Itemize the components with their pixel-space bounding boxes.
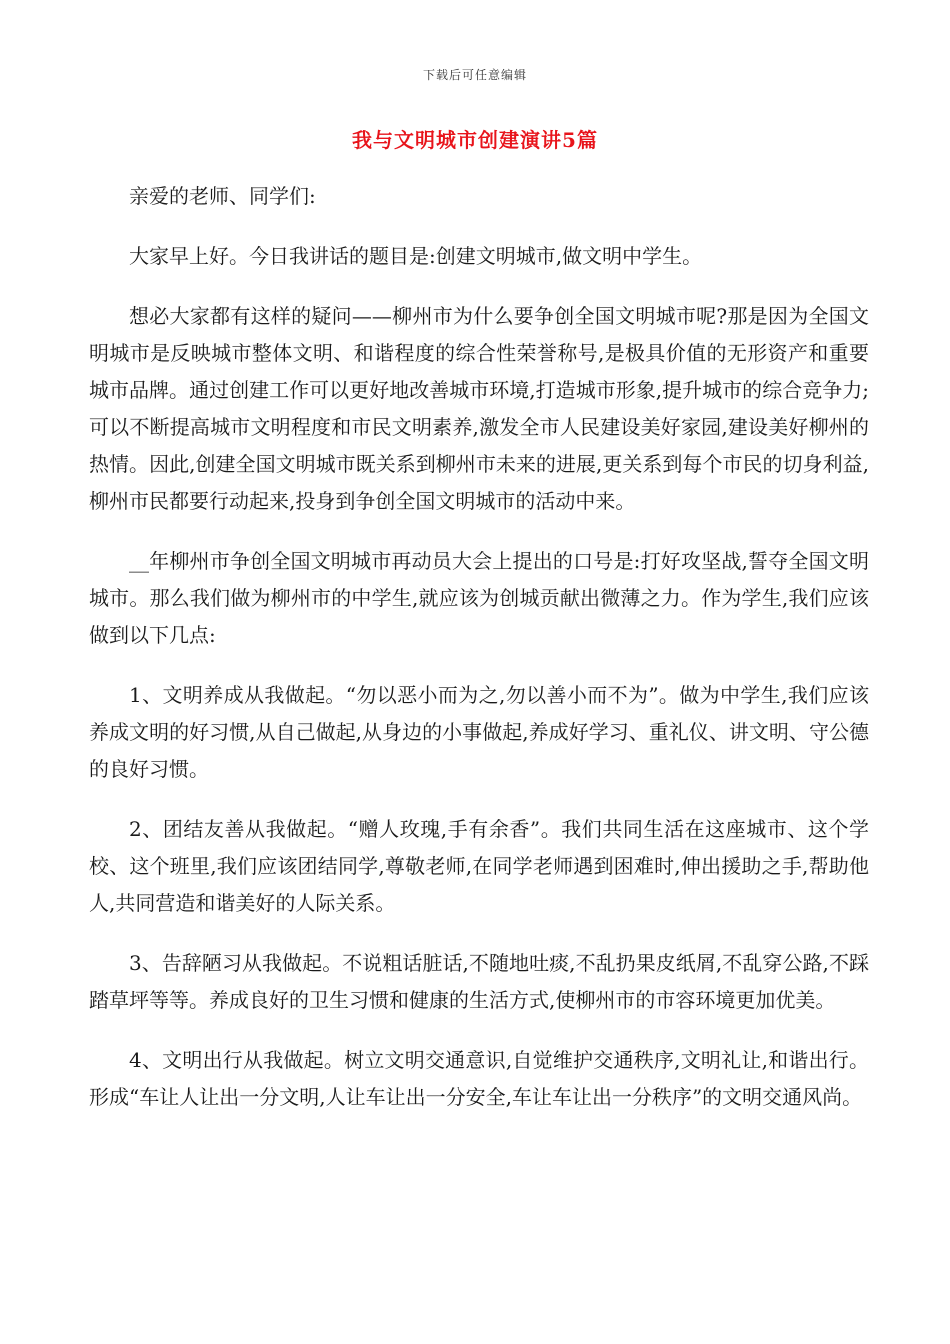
document-body [89,178,869,1139]
header-note: 下载后可任意编辑 [422,68,527,82]
paragraph-greeting: 大家早上好。今日我讲话的题目是:创建文明城市,做文明中学生。 [129,244,703,268]
paragraph-point-4: 4、文明出行从我做起。树立文明交通意识,自觉维护交通秩序,文明礼让,和谐出行。形成“车让人让出一分文明,人让车让出一分安全,车让车让出一分秩序”的文明交通风尚。 [89,1048,869,1109]
paragraph-point-3: 3、告辞陋习从我做起。不说粗话脏话,不随地吐痰,不乱扔果皮纸屑,不乱穿公路,不踩踏草坪等等。养成良好的卫生习惯和健康的生活方式,使柳州市的市容环境更加优美。 [89,951,869,1012]
paragraph-point-2: 2、团结友善从我做起。“赠人玫瑰,手有余香”。我们共同生活在这座城市、这个学校、这个班里,我们应该团结同学,尊敬老师,在同学老师遇到困难时,伸出援助之手,帮助他人,共同营造和谐美好的人际关系。 [89,817,869,915]
paragraph-salutation: 亲爱的老师、同学们: [129,184,316,208]
paragraph-point-1: 1、文明养成从我做起。“勿以恶小而为之,勿以善小而不为”。做为中学生,我们应该养成文明的好习惯,从自己做起,从身边的小事做起,养成好学习、重礼仪、讲文明、守公德的良好习惯。 [89,683,869,781]
document-title: 我与文明城市创建演讲5篇 [352,128,598,152]
paragraph-slogan: __年柳州市争创全国文明城市再动员大会上提出的口号是:打好攻坚战,誓夺全国文明城市。那么我们做为柳州市的中学生,就应该为创城贡献出微薄之力。作为学生,我们应该做到以下几点: [89,549,869,647]
paragraph-why-civilized-city: 想必大家都有这样的疑问——柳州市为什么要争创全国文明城市呢?那是因为全国文明城市是反映城市整体文明、和谐程度的综合性荣誉称号,是极具价值的无形资产和重要城市品牌。通过创建工作可以更好地改善城市环境,打造城市形象,提升城市的综合竞争力;可以不断提高城市文明程度和市民文明素养,激发全市人民建设美好家园,建设美好柳州的热情。因此,创建全国文明城市既关系到柳州市未来的进展,更关系到每个市民的切身利益,柳州市民都要行动起来,投身到争创全国文明城市的活动中来。 [89,304,869,513]
